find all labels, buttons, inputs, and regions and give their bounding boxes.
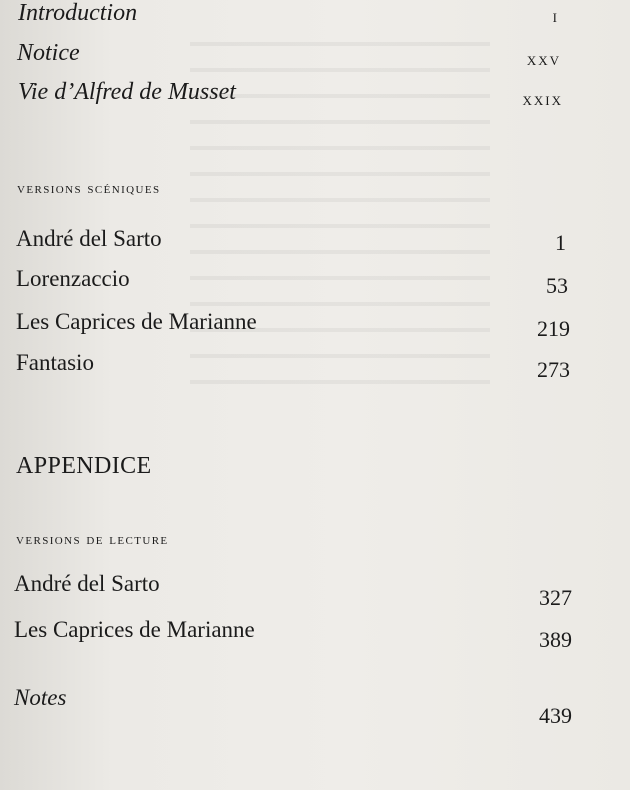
toc-entry-introduction bbox=[0, 0, 630, 34]
toc-entry-caprices-de-marianne bbox=[0, 309, 630, 343]
section-heading-versions-sceniques: versions scéniques bbox=[17, 180, 161, 197]
toc-entry-caprices-de-marianne-lecture bbox=[0, 617, 630, 651]
toc-entry-title: André del Sarto bbox=[16, 226, 162, 251]
toc-entry-notes bbox=[0, 685, 630, 728]
toc-entry-title: Notes bbox=[14, 685, 67, 710]
toc-entry-title: André del Sarto bbox=[14, 571, 160, 596]
toc-entry-page: 1 bbox=[555, 230, 566, 255]
show-through-text bbox=[190, 20, 490, 400]
toc-entry-andre-del-sarto-lecture bbox=[0, 571, 630, 610]
toc-entry-page: 53 bbox=[546, 273, 568, 298]
toc-entry-fantasio bbox=[0, 350, 630, 384]
toc-entry-page: 389 bbox=[539, 627, 572, 652]
toc-entry-page: 273 bbox=[537, 357, 570, 382]
toc-entry-title: Les Caprices de Marianne bbox=[16, 309, 257, 334]
toc-entry-page: I bbox=[552, 10, 559, 25]
toc-entry-andre-del-sarto bbox=[0, 226, 630, 260]
section-heading-appendice: APPENDICE bbox=[16, 453, 152, 479]
toc-entry-title: Fantasio bbox=[16, 350, 94, 375]
toc-entry-title: Lorenzaccio bbox=[16, 266, 130, 291]
toc-entry-title: Les Caprices de Marianne bbox=[14, 617, 255, 642]
toc-entry-vie-musset bbox=[0, 79, 630, 113]
toc-entry-lorenzaccio bbox=[0, 266, 630, 300]
toc-entry-notice bbox=[0, 40, 630, 74]
toc-entry-page: 439 bbox=[539, 703, 572, 728]
toc-entry-page: XXV bbox=[526, 53, 561, 68]
toc-entry-page: XXIX bbox=[522, 93, 563, 108]
toc-entry-title: Introduction bbox=[18, 0, 138, 26]
toc-entry-title: Notice bbox=[17, 40, 80, 66]
toc-entry-page: 327 bbox=[539, 585, 572, 610]
section-heading-versions-de-lecture: versions de lecture bbox=[16, 531, 169, 548]
toc-entry-page: 219 bbox=[537, 316, 570, 341]
toc-entry-title: Vie d’Alfred de Musset bbox=[18, 79, 236, 105]
